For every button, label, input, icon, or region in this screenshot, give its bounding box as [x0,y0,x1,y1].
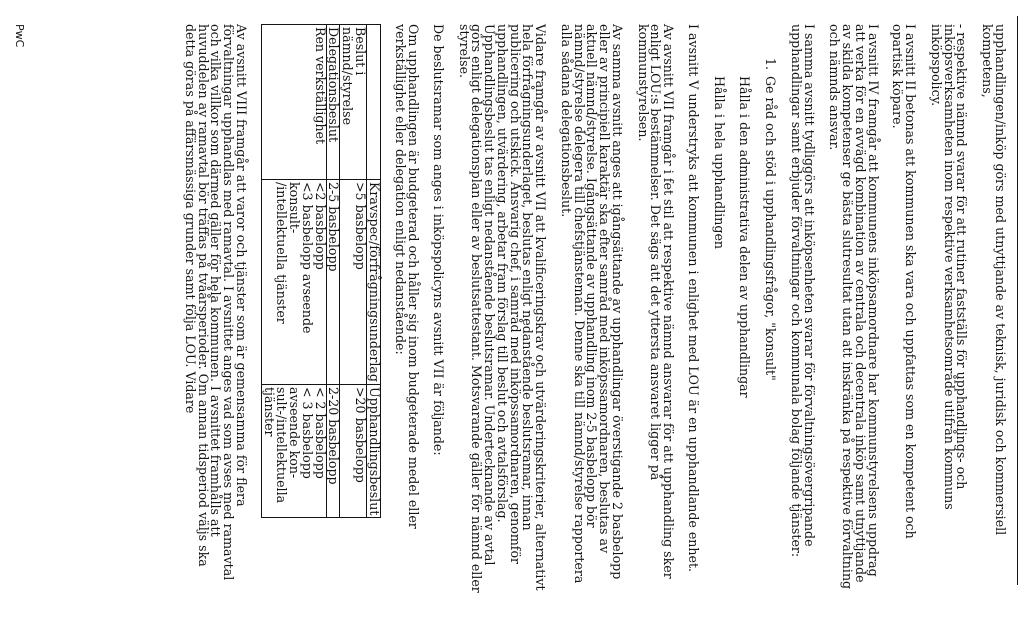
list-subitem: Hålla i den administrativa delen av upphandlingar [737,76,753,398]
paragraph-respective-board: - respektive nämnd svarar för att rutiner fastställs för upphandlings- och inköpsverksamheten inom respektive verksamhetsområde utifrån kommuns inköpspolicy. [929,24,970,510]
list-number: 1. [763,58,779,71]
table-cell: < 2 basbelopp < 3 basbelopp avseende kon- sult-/intellektuella tjänster [262,384,327,517]
footer-pwc-mark: PwC [12,24,26,48]
intro-line: upphandlingen/inköp görs med utnyttjande av teknisk, juridisk och kommersiell kompetens, [980,24,1008,536]
table-header-cell [367,25,381,180]
table-cell: 2-5 basbelopp [326,180,340,385]
table-cell: <2 basbelopp <3 basbelopp avseende konsult- /intellektuella tjänster [262,180,327,385]
table-header-cell: Upphandlingsbeslut [367,384,381,517]
top-rule [1017,16,1018,585]
paragraph-decision-frames: De beslutsramar som anges i inköpspolicyns avsnitt VII är följande: [431,24,446,456]
paragraph-section-2: I avsnitt II betonas att kommunen ska vara och uppfattas som en kompetent och opartisk köpare. [890,24,919,539]
table-row [262,25,327,518]
paragraph-section-8: Av avsnitt VIII framgår att varor och tjänster som är gemensamma för flera förvaltningar upphandlas med ramavtal. I avsnittet anges vad som avses med ramavtal och vilka villkor som därmed gäller för hela kommunen. I avsnittet framhålls att huvuddelen av ramavtal bör träffas på tvåårsperioder. Om annan tidsperiod väljs ska detta göras på affärsmässiga grunder samt följa LOU. Vidare [183,24,249,581]
decision-frames-table [261,24,381,518]
table-cell: >20 basbelopp [340,384,367,517]
table-cell: Delegationsbeslut [326,25,340,180]
table-cell: Ren verkställighet [262,25,327,180]
paragraph-section-4: I avsnitt IV framgår att kommunens inköpsamordnare har kommunstyrelsens uppdrag att verka för en avvägd kombination av centrala och decentrala inköp samt utnyttjande av skilda kompetenser ge bästa slutresultat utan att inskränka på respektive förvaltning och nämnds ansvar. [827,24,881,590]
paragraph-same-section-2: Av samma avsnitt anges att igångsättande av upphandlingar överstigande 2 basbelopp eller av principiell karaktär ska efter samråd med inköpssamordnaren, beslutas av aktuell nämnd/styrelse. Igångsättande av upphandling inom 2-5 basbelopp bör nämnd/styrelse delegera till chefstjänsteman. Denne ska till nämnd/styrelse rapportera alla sådana delegationsbeslut. [559,24,625,584]
table-cell: Beslut i nämnd/styrelse [340,25,367,180]
table-header-row [367,25,381,518]
list-item [764,58,777,593]
paragraph-further: Vidare framgår av avsnitt VII att kvalificeringskrav och utvärderingskriterier, alternativt hela förfrågningsunderlaget, beslutas enligt nedanstående beslutsramar, innan publicering och utskick. Ansvarig chef, i samråd med inköpssamordnaren, genomför upphandlingen, utvärdering, arbetar fram förslag till beslut och avtalsförslag. Upphandlingsbeslut tas enligt nedanstående beslutsramar. Undertecknande av avtal görs enligt delegationsplan eller av beslutsattestant. Motsvarande gäller för nämnd eller styrelse. [456,24,549,593]
list-item-text: Ge råd och stöd i upphandlingsfrågor, "konsult" [763,76,779,381]
paragraph-section-5: I avsnitt V understryks att kommunen i enlighet med LOU är en upphandlande enhet. [686,24,701,573]
paragraph-same-section: I samma avsnitt tydliggörs att inköpsenheten svarar för förvaltningsövergripande upphandlingar samt erbjuder förvaltningar och kommunala bolag följande tjänster: [789,24,817,558]
paragraph-budget: Om upphandlingen är budgeterad och håller sig inom budgeterade medel eller verkställighet eller delegation enligt nedanstående: [393,24,422,529]
table-header-cell: Kravspec/förfrågningsunderlag [367,180,381,385]
table-row [340,25,367,518]
services-list [711,58,779,593]
table-cell: >5 basbelopp [340,180,367,385]
paragraph-section-7: Av avsnitt VII framgår i fet stil att respektive nämnd ansvarar för att upphandling sker enligt LOU:s bestämmelser. Det sägs att det yttersta ansvaret ligger på kommunstyrelsen. [635,24,677,579]
table-cell: 2-20 basbelopp [326,384,340,517]
list-subitem: Hålla i hela upphandlingen [711,76,727,250]
table-row [326,25,340,518]
